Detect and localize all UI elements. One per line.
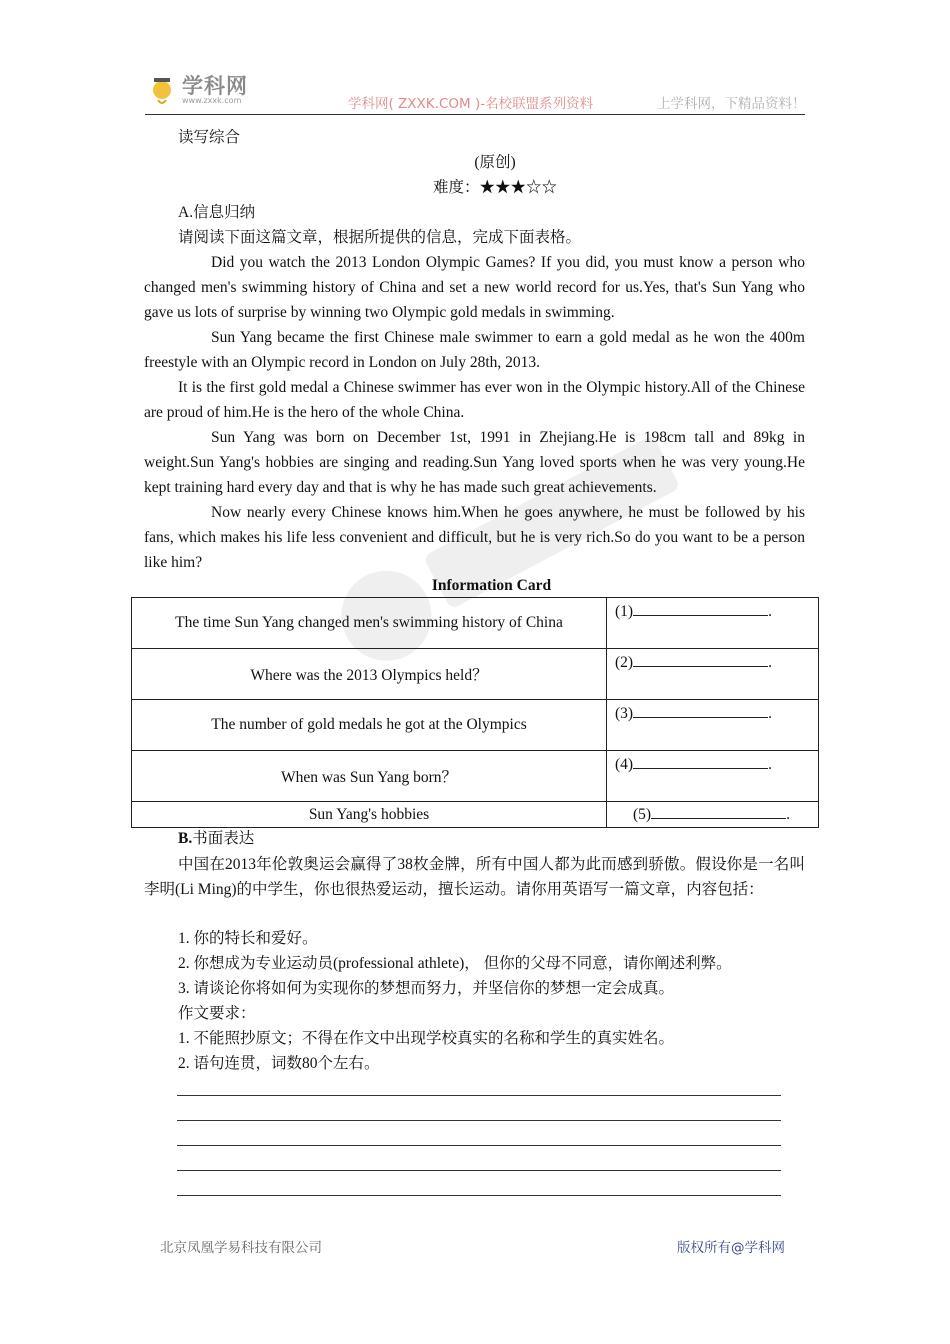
answer-cell[interactable]: (2) . <box>607 649 819 700</box>
point-item: 3. 请谈论你将如何为实现你的梦想而努力，并坚信你的梦想一定会成真。 <box>178 980 675 997</box>
answer-blank[interactable] <box>633 705 768 718</box>
answer-blank[interactable] <box>651 806 786 819</box>
passage-paragraph: Sun Yang became the first Chinese male swimmer to earn a gold medal as he won the 400m freestyle with an Olympic record in London on July 28th, 2013. <box>144 329 805 371</box>
requirements-title: 作文要求： <box>178 1005 256 1022</box>
passage-paragraph: Sun Yang was born on December 1st, 1991 in Zhejiang.He is 198cm tall and 89kg in weight.Sun Yang's hobbies are singing and reading.Sun Yang loved sports when he was very young.He kept training hard every day and that is why he has made such great achievements. <box>144 429 805 496</box>
passage-paragraph: Now nearly every Chinese knows him.When he goes anywhere, he must be followed by his fans, which makes his life less convenient and difficult, but he is very rich.So do you want to be a person like him? <box>144 504 805 571</box>
writing-line[interactable] <box>177 1120 781 1121</box>
card-question: Where was the 2013 Olympics held？ <box>132 649 607 700</box>
logo-text: 学科网 <box>182 74 248 98</box>
answer-cell[interactable]: (1) . <box>607 598 819 649</box>
origin-label: (原创) <box>474 154 516 171</box>
logo-url: www.zxxk.com <box>182 96 242 105</box>
table-row <box>132 700 819 751</box>
answer-blank[interactable] <box>633 756 768 769</box>
information-card-table <box>131 597 819 828</box>
answer-blank[interactable] <box>633 603 768 616</box>
reading-passage <box>144 250 805 575</box>
footer-company: 北京凤凰学易科技有限公司 <box>160 1240 322 1256</box>
point-item: 2. 你想成为专业运动员(professional athlete)， 但你的父母不同意，请你阐述利弊。 <box>178 955 732 972</box>
passage-paragraph: Did you watch the 2013 London Olympic Games? If you did, you must know a person who changed men's swimming history of China and set a new world record for us.Yes, that's Sun Yang who gave us lots of surprise by winning two Olympic gold medals in swimming. <box>144 254 805 321</box>
requirement-item: 2. 语句连贯，词数80个左右。 <box>178 1055 380 1072</box>
table-row <box>132 649 819 700</box>
table-row <box>132 802 819 828</box>
table-row <box>132 598 819 649</box>
card-question: The number of gold medals he got at the Olympics <box>132 700 607 751</box>
card-question: Sun Yang's hobbies <box>132 802 607 828</box>
header-center-text: 学科网( ZXXK.COM )-名校联盟系列资料 <box>348 96 594 112</box>
footer-copyright: 版权所有@学科网 <box>677 1240 785 1256</box>
requirement-item: 1. 不能照抄原文；不得在作文中出现学校真实的名称和学生的真实姓名。 <box>178 1030 675 1047</box>
writing-line[interactable] <box>177 1095 781 1096</box>
writing-line[interactable] <box>177 1170 781 1171</box>
header-right-text: 上学科网，下精品资料！ <box>657 96 806 112</box>
passage-paragraph: It is the first gold medal a Chinese swimmer has ever won in the Olympic history.All of the Chinese are proud of him.He is the hero of the whole China. <box>144 379 805 421</box>
card-title: Information Card <box>431 577 552 594</box>
difficulty-rating: 难度：★★★☆☆ <box>432 179 557 196</box>
answer-cell[interactable]: (5) . <box>607 802 819 828</box>
writing-line[interactable] <box>177 1145 781 1146</box>
part-a-instruction: 请阅读下面这篇文章，根据所提供的信息，完成下面表格。 <box>178 229 582 246</box>
header-divider <box>145 114 805 115</box>
answer-cell[interactable]: (4) . <box>607 751 819 802</box>
part-b-title: B.书面表达 <box>178 830 255 847</box>
table-row <box>132 751 819 802</box>
card-question: The time Sun Yang changed men's swimming history of China <box>132 598 607 649</box>
point-item: 1. 你的特长和爱好。 <box>178 930 318 947</box>
section-title: 读写综合 <box>178 129 241 146</box>
part-b-prompt: 中国在2013年伦敦奥运会赢得了38枚金牌，所有中国人都为此而感到骄傲。假设你是一名叫李明(Li Ming)的中学生，你也很热爱运动，擅长运动。请你用英语写一篇文章，内容包括： <box>144 856 805 898</box>
answer-blank[interactable] <box>633 654 768 667</box>
writing-line[interactable] <box>177 1195 781 1196</box>
card-question: When was Sun Yang born？ <box>132 751 607 802</box>
part-a-title: A.信息归纳 <box>178 204 256 221</box>
answer-cell[interactable]: (3) . <box>607 700 819 751</box>
